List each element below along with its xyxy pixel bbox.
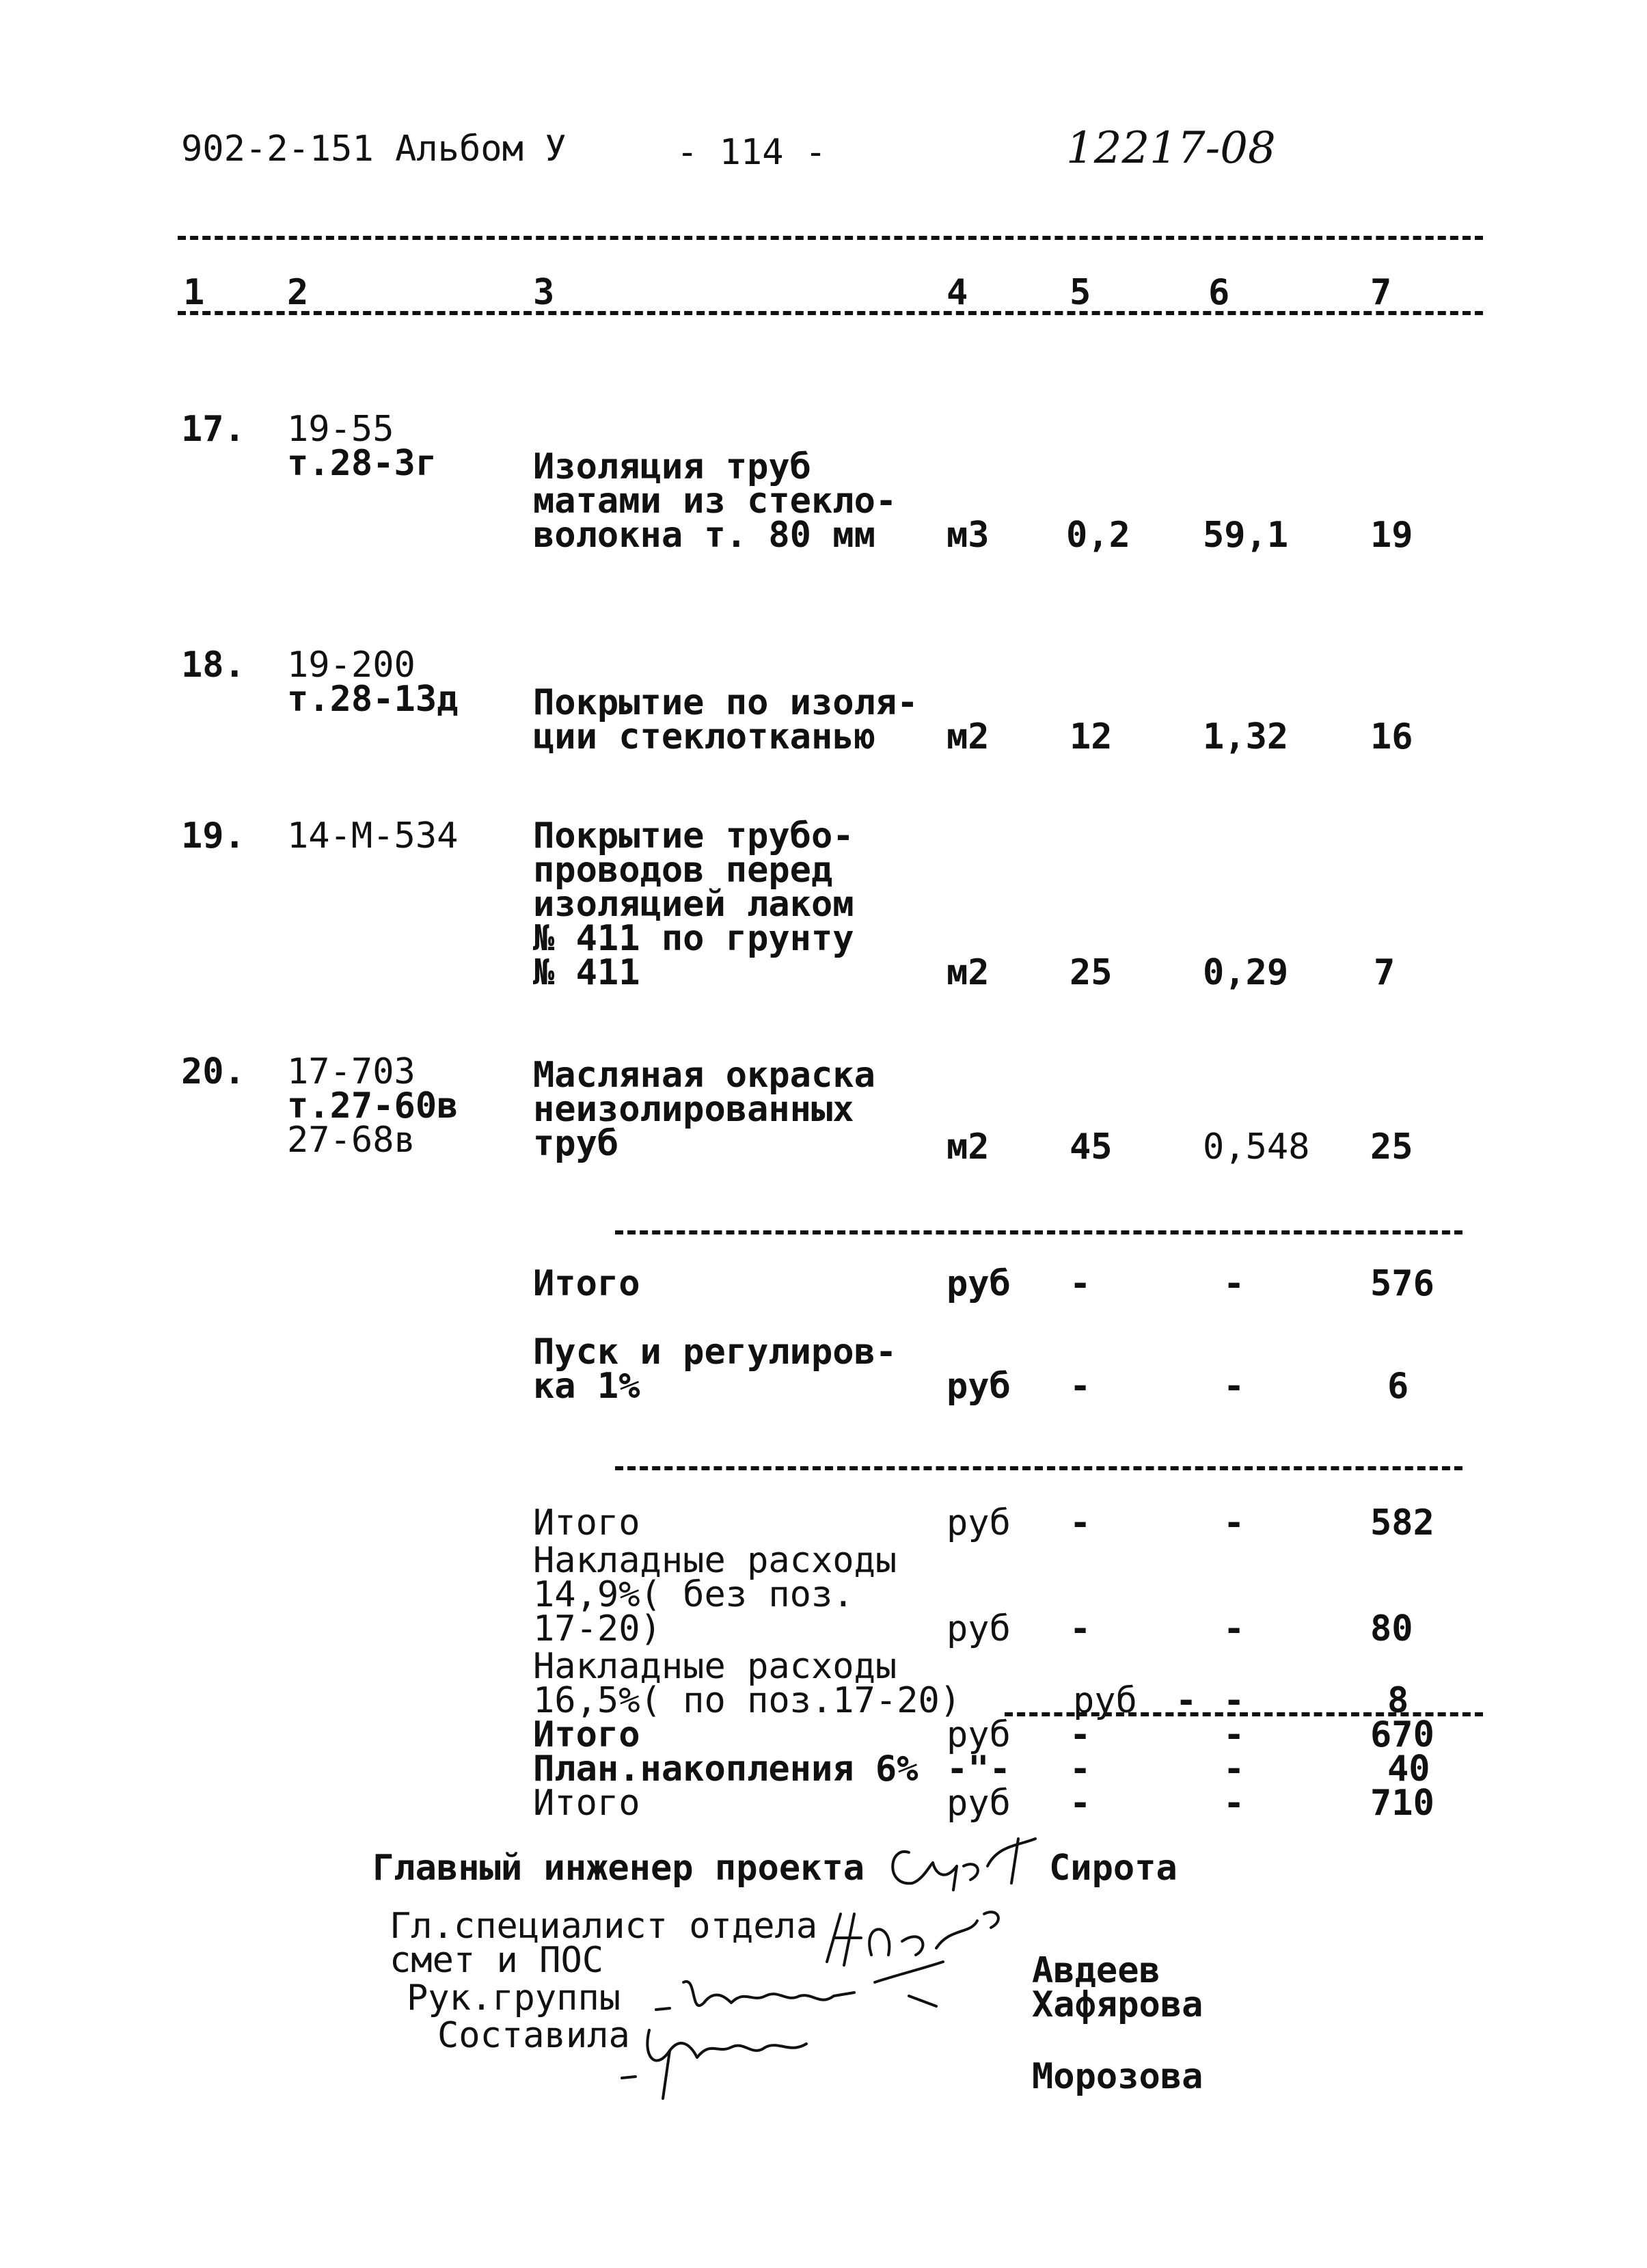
document-number: 12217-08 [1066,123,1276,174]
norm-code: 17-703 [287,1051,416,1092]
norm-code: 19-200 [287,645,416,686]
work-description: Масляная окраска [533,1055,875,1096]
work-description: № 411 по грунту [533,918,854,959]
unit: м3 [947,515,990,556]
total-dash: - [1223,1783,1245,1824]
album-code: 902-2-151 Альбом У [181,129,567,170]
total-value: 576 [1370,1263,1434,1304]
total-cost: 25 [1370,1126,1413,1167]
compiler-label: Составила [437,2015,630,2056]
work-description: матами из стекло- [533,481,897,522]
total-label: Пуск и регулиров- [533,1332,897,1373]
specialist-label: смет и ПОС [390,1940,604,1981]
total-dash: - [1223,1502,1245,1543]
total-dash: - [1223,1749,1245,1790]
specialist-label: Гл.специалист отдела [390,1906,818,1947]
total-label: План.накопления 6% [533,1749,918,1790]
position-number: 19. [181,815,245,856]
total-label: Итого [533,1783,640,1824]
section-rule [615,1230,1462,1234]
total-label: ка 1% [533,1366,640,1407]
unit-price: 59,1 [1203,515,1289,556]
total-dash: - [1070,1749,1091,1790]
compiler-name: Морозова [1032,2056,1203,2097]
column-number: 4 [947,272,968,313]
quantity: 12 [1070,716,1113,757]
column-number: 6 [1208,272,1230,313]
chief-engineer-name: Сирота [1049,1848,1178,1889]
total-value: 80 [1370,1608,1413,1649]
total-value: 582 [1370,1502,1434,1543]
header-rule [178,236,1483,240]
total-dash: - [1223,1680,1245,1721]
column-number: 1 [183,272,205,313]
total-dash: - [1175,1680,1197,1721]
total-value: 670 [1370,1714,1434,1755]
total-label: Итого [533,1263,640,1304]
total-cost: 19 [1370,515,1413,556]
total-label: 14,9%( без поз. [533,1574,854,1615]
total-cost: 7 [1374,952,1396,993]
total-unit: руб [947,1608,1011,1649]
unit: м2 [947,952,990,993]
total-value: 8 [1387,1680,1409,1721]
position-number: 18. [181,645,245,686]
work-description: труб [533,1123,619,1164]
quantity: 25 [1070,952,1113,993]
group-leader-name: Хафярова [1032,1984,1203,2025]
chief-signature [882,1825,1046,1900]
unit: м2 [947,1126,990,1167]
unit-price: 1,32 [1203,716,1289,757]
total-unit: руб [947,1783,1011,1824]
work-description: изоляцией лаком [533,884,854,925]
total-dash: - [1070,1502,1091,1543]
unit-price: 0,29 [1203,952,1289,993]
total-unit: руб [1073,1680,1137,1721]
total-dash: - [1070,1608,1091,1649]
total-label: Итого [533,1714,640,1755]
total-dash: - [1223,1714,1245,1755]
compiler-signature [615,2003,861,2105]
total-value: 6 [1387,1366,1409,1407]
quantity: 0,2 [1066,515,1130,556]
work-description: ции стеклотканью [533,716,875,757]
norm-code: т.28-13д [287,679,459,720]
total-value: 710 [1370,1783,1434,1824]
total-label: 16,5%( по поз.17-20) [533,1680,962,1721]
work-description: неизолированных [533,1089,854,1130]
norm-code: т.28-3г [287,443,437,484]
position-number: 17. [181,409,245,450]
work-description: № 411 [533,952,640,993]
column-number: 5 [1070,272,1091,313]
total-dash: - [1223,1366,1245,1407]
total-dash: - [1070,1783,1091,1824]
total-dash: - [1223,1263,1245,1304]
norm-code: 14-М-534 [287,815,459,856]
total-label: Накладные расходы [533,1540,897,1581]
group-leader-label: Рук.группы [407,1977,621,2019]
chief-engineer-label: Главный инженер проекта [372,1848,865,1889]
total-label: 17-20) [533,1608,662,1649]
total-unit: руб [947,1502,1011,1543]
total-unit: руб [947,1714,1011,1755]
work-description: волокна т. 80 мм [533,515,875,556]
unit: м2 [947,716,990,757]
column-number: 7 [1370,272,1392,313]
column-header-rule [178,311,1483,315]
total-dash: - [1070,1263,1091,1304]
work-description: Покрытие по изоля- [533,682,918,723]
total-unit: руб [947,1263,1011,1304]
total-label: Итого [533,1502,640,1543]
norm-code: 19-55 [287,409,394,450]
specialist-name: Авдеев [1032,1950,1160,1991]
column-number: 2 [287,272,309,313]
section-rule [615,1466,1462,1470]
work-description: Покрытие трубо- [533,815,854,856]
total-dash: - [1070,1714,1091,1755]
page-number: - 114 - [677,132,827,173]
norm-code: 27-68в [287,1120,416,1161]
quantity: 45 [1070,1126,1113,1167]
total-label: Накладные расходы [533,1646,897,1687]
total-value: 40 [1387,1749,1430,1790]
column-number: 3 [533,272,555,313]
total-dash: - [1223,1608,1245,1649]
total-dash: - [1070,1366,1091,1407]
work-description: проводов перед [533,850,833,891]
total-unit: -"- [947,1749,1011,1790]
position-number: 20. [181,1051,245,1092]
unit-price: 0,548 [1203,1126,1310,1167]
total-unit: руб [947,1366,1011,1407]
total-cost: 16 [1370,716,1413,757]
norm-code: т.27-60в [287,1085,459,1126]
work-description: Изоляция труб [533,446,811,487]
